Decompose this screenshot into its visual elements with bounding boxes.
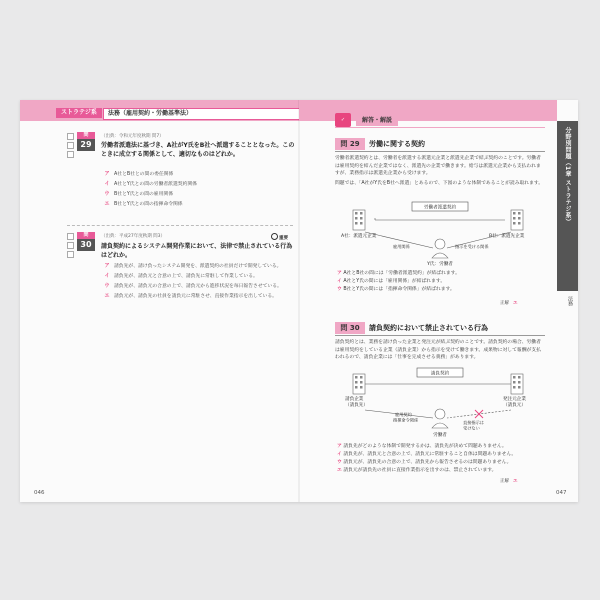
a29-tag: 問 29 [335,138,365,150]
clock-icon [271,233,278,240]
q29-checkboxes[interactable] [67,133,73,160]
building-icon-left [353,374,365,394]
building-icon-right [511,210,523,230]
q30-choice-b: イ 請負先が、請負元と合意の上で、請負先に常駐して作業している。 [104,273,258,279]
q29-choice-a: ア A社とB社との間の委任関係 [104,171,174,177]
a30-tag: 問 30 [335,322,365,334]
q30-question: 請負契約によるシステム開発作業において、法律で禁止されている行為はどれか。 [101,243,293,259]
a30-title-bar [335,322,545,334]
a30-note-a: ア 請負先がどのような体制で開発するかは、請負先が決めて問題ありません。 [337,444,507,449]
law-section-tag: 法務（雇用契約・労働基準法） [103,108,303,120]
q30-choice-a: ア 請負先が、請け負ったシステム開発を、派遣契約の社員だけで開発している。 [104,263,282,269]
a30-note-c: ウ 請負元が、請負先の合意の上で、請負先から報告させるのは問題ありません。 [337,460,512,465]
a29-answer: 正解 エ [500,301,518,306]
q29-source: （出典：令和元年度秋期 問7） [101,134,164,139]
strategy-tag: ストラテジ系 [56,108,102,118]
q30-choice-d: エ 請負元が、請負先の社員を請負元に常駐させ、直接作業指示を出している。 [104,293,277,299]
a29-rel-right: 指示を受ける関係 [455,244,489,249]
q29-choice-b: イ A社とY氏との間の労働者派遣契約関係 [104,181,197,187]
a29-paragraph-2: 問題では、「A社がY氏をB社へ派遣」とあるので、下図のような体制であることが読み取れます。 [335,181,544,186]
a30-answer: 正解 エ [500,479,518,484]
a30-left-company: 請負企業（請負先） [345,397,368,408]
building-icon-left [353,210,365,230]
a29-contract-label: 労働者派遣契約 [423,205,457,211]
side-section-label: 法務 [567,296,573,306]
a29-diagram [335,200,545,268]
a30-rel-right: 直接指示は受けない [463,420,484,431]
q30-checkboxes[interactable] [67,233,73,260]
page-number-left: 046 [34,490,45,496]
a29-title-bar [335,138,545,150]
a30-paragraph-1: 請負契約とは、業務を請け負った企業と発注元が結ぶ契約のことです。請負契約の場合、労働者は雇用契約をしている企業（請負企業）から指示を受けて働きます。成果物に対して報酬が支払われるので、請負企業には「仕事を完成させる義務」があります。 [335,340,541,361]
a29-note-b: イ A社とY氏の間には「雇用関係」が結ばれます。 [337,279,446,284]
a29-paragraph-1: 労働者派遣契約とは、労働者を派遣する派遣元企業と派遣先企業で結ぶ契約のことです。労働者は雇用契約を結んだ企業ではなく、派遣先の企業で働きます。給与は派遣元企業から支払われますが、業務指示は派遣先企業から受けます。 [335,156,541,177]
book-spread [20,100,578,502]
chapter-side-tab: 分野別問題（1章 ストラテジ系） [557,121,578,291]
q29-badge: 問 29 [77,132,95,151]
a29-title: 労働に関する契約 [369,140,425,148]
a30-contract-label: 請負契約 [430,371,450,377]
answer-book-icon: ✓ [335,113,351,127]
important-badge: 重要 [271,233,288,241]
page-number-right: 047 [556,490,567,496]
worker-icon [432,239,448,258]
a30-diagram [335,366,545,440]
q29-choice-c: ウ B社とY氏との間の雇用関係 [104,191,173,197]
a30-rel-left: 雇用契約指揮命令関係 [393,412,419,423]
a29-rel-left: 雇用関係 [393,244,410,249]
left-page [20,100,299,502]
q30-choice-c: ウ 請負先が、請負元の合意の上で、請負元から進捗状況を毎日報告させている。 [104,283,282,289]
q29-question: 労働者派遣法に基づき、A社がY氏をB社へ派遣することとなった。このときに成立する関係として、適切なものはどれか。 [101,142,295,158]
a30-note-b: イ 請負先が、請負元と合意の上で、請負元に常駐すること自体は問題ありません。 [337,452,517,457]
a29-note-a: ア A社とB社の間には「労働者派遣契約」が結ばれます。 [337,271,460,276]
prohibited-icon [475,410,483,418]
a29-note-c: ウ B社とY氏の間には「指揮命令関係」が結ばれます。 [337,287,455,292]
a30-right-company: 発注元企業（請負元） [503,397,526,408]
q29-choice-d: エ B社とY氏との間の指揮命令関係 [104,201,183,207]
question-divider [67,225,293,226]
right-page [299,100,578,502]
a30-note-d: エ 請負元が請負先の社員に直接作業指示を出すのは、禁止されています。 [337,468,497,473]
building-icon-right [511,374,523,394]
a29-left-company: A社：派遣元企業 [341,234,377,239]
a30-title: 請負契約において禁止されている行為 [369,324,488,332]
q30-badge: 問 30 [77,232,95,251]
a30-worker: 労働者 [433,433,447,438]
a29-right-company: B社：派遣先企業 [489,234,525,239]
a29-worker: Y氏：労働者 [427,262,453,267]
answer-heading-rule [335,127,545,128]
worker-icon [432,409,448,428]
q30-source: （出典：平成27年度秋期 問3） [101,234,166,239]
answer-heading: 解答・解説 [356,116,398,126]
